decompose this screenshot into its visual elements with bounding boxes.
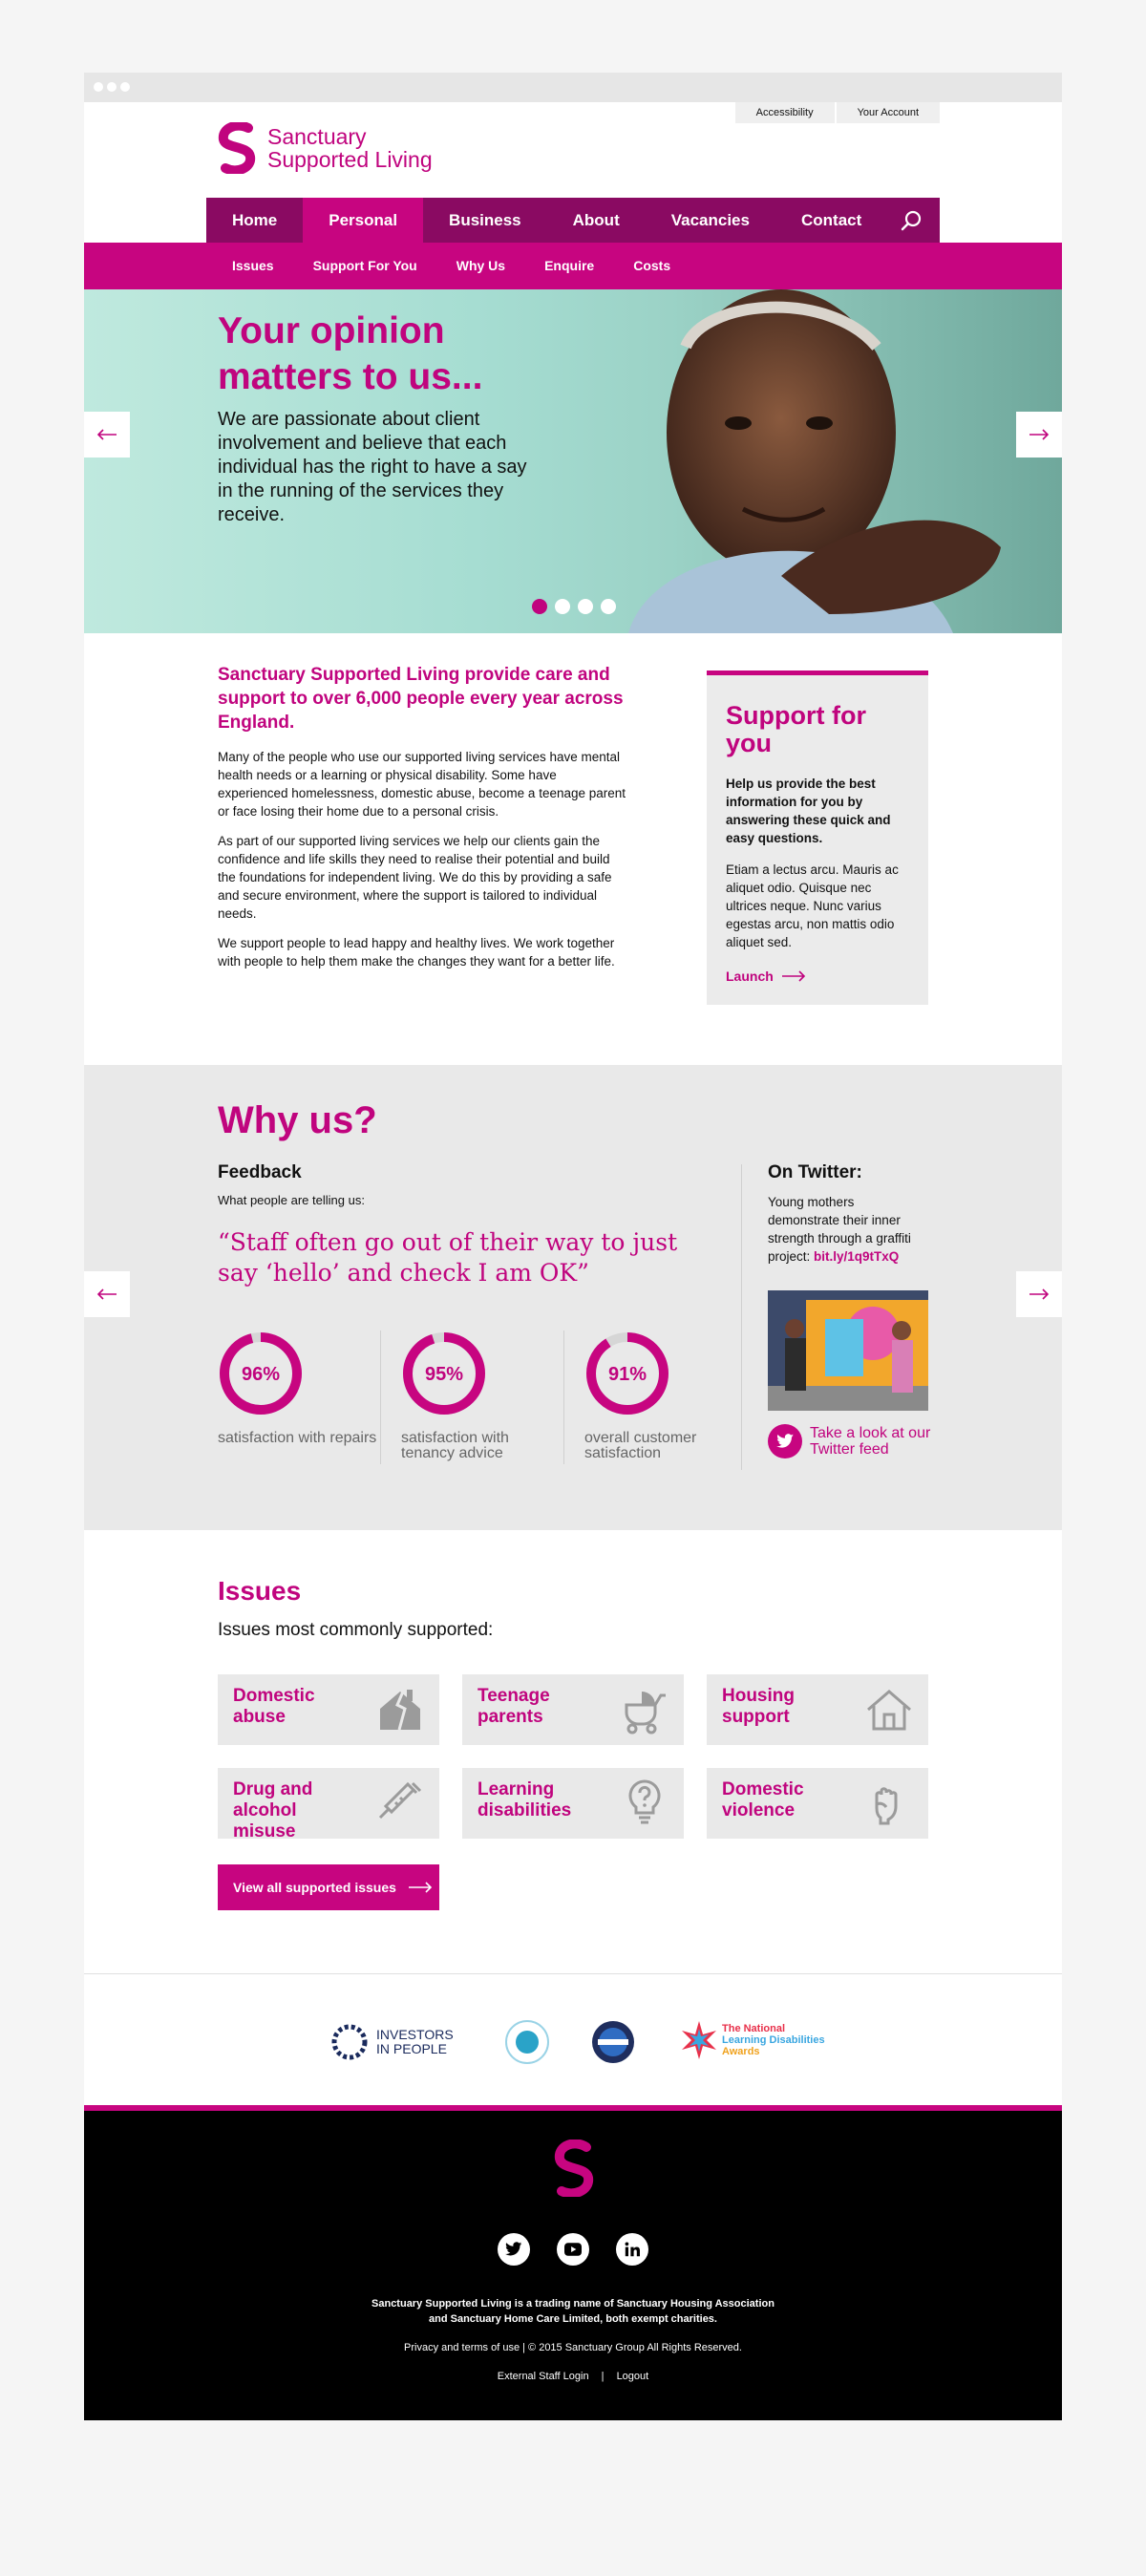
accessibility-link[interactable]: Accessibility [735,102,835,123]
star-burst-icon [680,2019,718,2061]
footer-legal-text [84,2296,1062,2327]
nlda-line-2: Learning Disabilities [722,2034,825,2046]
hero-prev-button[interactable] [84,412,130,458]
issue-tile-domestic-abuse[interactable] [218,1674,439,1745]
twitter-icon [505,2242,522,2257]
hero-carousel [84,289,1062,633]
site-logo[interactable] [216,122,433,174]
logout-link[interactable]: Logout [616,2371,649,2382]
award-badge-icon[interactable] [504,2019,550,2065]
brand-line-1: Sanctuary [267,124,367,149]
arrow-right-icon [781,970,806,982]
launch-button[interactable] [726,969,909,984]
carousel-dot[interactable] [601,599,616,614]
youtube-icon [564,2243,582,2256]
quote-next-button[interactable] [1016,1271,1062,1317]
arrow-right-icon [1029,429,1050,440]
quote-prev-button[interactable] [84,1271,130,1317]
browser-chrome [84,73,1062,102]
footer-links [84,2371,1062,2382]
hero-photo [542,289,1062,633]
accreditation-badge-icon[interactable] [590,2019,636,2065]
intro-section [218,663,628,982]
twitter-social-button[interactable] [498,2233,530,2266]
testimonial-quote: “Staff often go out of their way to just say ‘hello’ and check I am OK” [218,1228,678,1287]
pram-icon [619,1684,670,1735]
your-account-link[interactable]: Your Account [837,102,940,123]
hero-body: We are passionate about client involvement and believe that each individual has the right to have a say in the running of the services they receive. [218,409,527,525]
nav-personal[interactable]: Personal [303,198,423,243]
browser-window [84,73,1062,2420]
main-nav [206,198,940,243]
issue-tile-domestic-violence[interactable] [707,1768,928,1839]
support-card-title: Support for you [726,701,866,757]
link-separator: | [601,2371,605,2382]
nlda-line-3: Awards [722,2046,760,2057]
hero-title: Your opinion matters to us... [218,310,483,397]
sanctuary-s-logo-icon[interactable] [550,2140,596,2197]
subnav-issues[interactable]: Issues [232,258,274,273]
divider [84,1973,1062,1974]
stat-tenancy [401,1331,563,1461]
subnav-costs[interactable]: Costs [633,258,671,273]
arrow-left-icon [96,1288,117,1300]
nav-about[interactable]: About [572,211,620,229]
legal-line-2: and Sanctuary Home Care Limited, both exempt charities. [429,2313,717,2325]
carousel-dot[interactable] [578,599,593,614]
twitter-icon [768,1424,802,1458]
stat-label: overall customer satisfaction [584,1430,697,1461]
nav-home[interactable]: Home [232,211,278,229]
intro-paragraph: We support people to lead happy and healthy lives. We work together with people to help them make the changes they want for a better life. [218,936,615,969]
intro-paragraph: As part of our supported living services we help our clients gain the confidence and life skills they need to realise their potential and build the foundations for independent living. We do this by providing a safe and secure environment, where the support is tailored to individual needs. [218,834,612,921]
arrow-left-icon [96,429,117,440]
carousel-dots [532,599,624,614]
carousel-dot[interactable] [555,599,570,614]
hero-next-button[interactable] [1016,412,1062,458]
issue-label: Domestic abuse [233,1686,315,1727]
twitter-feed-label: Take a look at our Twitter feed [810,1425,931,1458]
subnav-why-us[interactable]: Why Us [456,258,506,273]
fist-icon [863,1778,915,1829]
sanctuary-s-logo-icon [216,122,258,174]
search-icon[interactable] [900,209,923,232]
syringe-icon [374,1778,426,1829]
issues-title: Issues [218,1576,302,1606]
divider [741,1164,742,1470]
brand-line-2: Supported Living [267,147,433,172]
tweet-photo[interactable] [768,1290,928,1411]
divider [380,1331,381,1464]
stat-label: satisfaction with repairs [218,1430,377,1446]
feedback-heading: Feedback [218,1162,302,1182]
nlda-logo[interactable] [680,2019,825,2061]
arrow-right-icon [408,1882,433,1893]
subnav-support-for-you[interactable]: Support For You [312,258,417,273]
stat-label: satisfaction with tenancy advice [401,1430,509,1461]
legal-line-1: Sanctuary Supported Living is a trading name of Sanctuary Housing Association [371,2298,775,2310]
launch-label: Launch [726,969,774,984]
issues-subtitle: Issues most commonly supported: [218,1620,494,1640]
issue-label: Drug and alcohol misuse [233,1779,313,1842]
youtube-social-button[interactable] [557,2233,589,2266]
investors-in-people-logo[interactable] [329,2023,454,2061]
issue-tile-drug-alcohol[interactable] [218,1768,439,1842]
house-icon [863,1684,915,1735]
intro-lead: Sanctuary Supported Living provide care and support to over 6,000 people every year across England. [218,665,624,733]
satisfaction-ring [218,1331,304,1416]
issue-label: Learning disabilities [478,1779,572,1820]
intro-paragraph: Many of the people who use our supported living services have mental health needs or a learning or physical disability. Some have experienced homelessness, domestic abuse, become a teenage parent or face losing their home due to a personal crisis. [218,750,626,819]
investors-line-2: IN PEOPLE [376,2041,447,2056]
nav-contact[interactable]: Contact [800,211,862,229]
issue-label: Teenage parents [478,1686,550,1727]
external-staff-login-link[interactable]: External Staff Login [497,2371,589,2382]
investors-line-1: INVESTORS [376,2027,454,2042]
window-dot[interactable] [120,82,130,92]
support-card-intro: Help us provide the best information for you by answering these quick and easy questions. [726,777,891,845]
nlda-line-1: The National [722,2023,786,2034]
issue-tile-housing-support[interactable] [707,1674,928,1745]
window-dot[interactable] [107,82,117,92]
laurel-wreath-icon [329,2023,371,2061]
stat-repairs [218,1331,380,1446]
issue-label: Housing support [722,1686,795,1727]
nav-vacancies[interactable]: Vacancies [670,211,750,229]
footer-copyright[interactable]: Privacy and terms of use | © 2015 Sanctuary Group All Rights Reserved. [404,2342,742,2353]
subnav-enquire[interactable]: Enquire [544,258,595,273]
twitter-feed-link[interactable] [768,1424,934,1458]
twitter-heading: On Twitter: [768,1162,862,1182]
utility-bar [733,102,940,123]
nav-business[interactable]: Business [449,211,521,229]
why-us-title: Why us? [218,1099,377,1141]
lightbulb-question-icon [619,1778,670,1829]
support-for-you-card [707,671,928,1005]
view-all-label: View all supported issues [233,1880,396,1895]
linkedin-icon [625,2242,640,2257]
tweet-text: Young mothers demonstrate their inner strength through a graffiti project: [768,1195,911,1264]
arrow-right-icon [1029,1288,1050,1300]
issue-tile-learning-disabilities[interactable] [462,1768,684,1839]
site-footer [84,2105,1062,2420]
feedback-subtitle: What people are telling us: [218,1193,365,1207]
window-dot[interactable] [94,82,103,92]
stat-percent: 96% [241,1364,281,1385]
brand-name [267,125,433,171]
issue-label: Domestic violence [722,1779,804,1820]
divider [563,1331,564,1464]
support-card-text: Etiam a lectus arcu. Mauris ac aliquet odio. Quisque nec ultrices neque. Nunc varius egestas arcu, non mattis odio aliquet sed. [726,862,899,949]
partner-logos [84,2012,1062,2069]
linkedin-social-button[interactable] [616,2233,648,2266]
satisfaction-ring [401,1331,487,1416]
broken-house-icon [374,1684,426,1735]
stat-overall [584,1331,747,1461]
sub-nav [84,243,1062,289]
tweet-link[interactable]: bit.ly/1q9tTxQ [814,1249,900,1264]
satisfaction-ring [584,1331,670,1416]
view-all-issues-button[interactable] [218,1864,439,1910]
twitter-tweet [768,1193,921,1266]
stat-percent: 95% [424,1364,464,1385]
why-us-section [84,1065,1062,1530]
carousel-dot[interactable] [532,599,547,614]
issue-tile-teenage-parents[interactable] [462,1674,684,1745]
stat-percent: 91% [607,1364,647,1385]
